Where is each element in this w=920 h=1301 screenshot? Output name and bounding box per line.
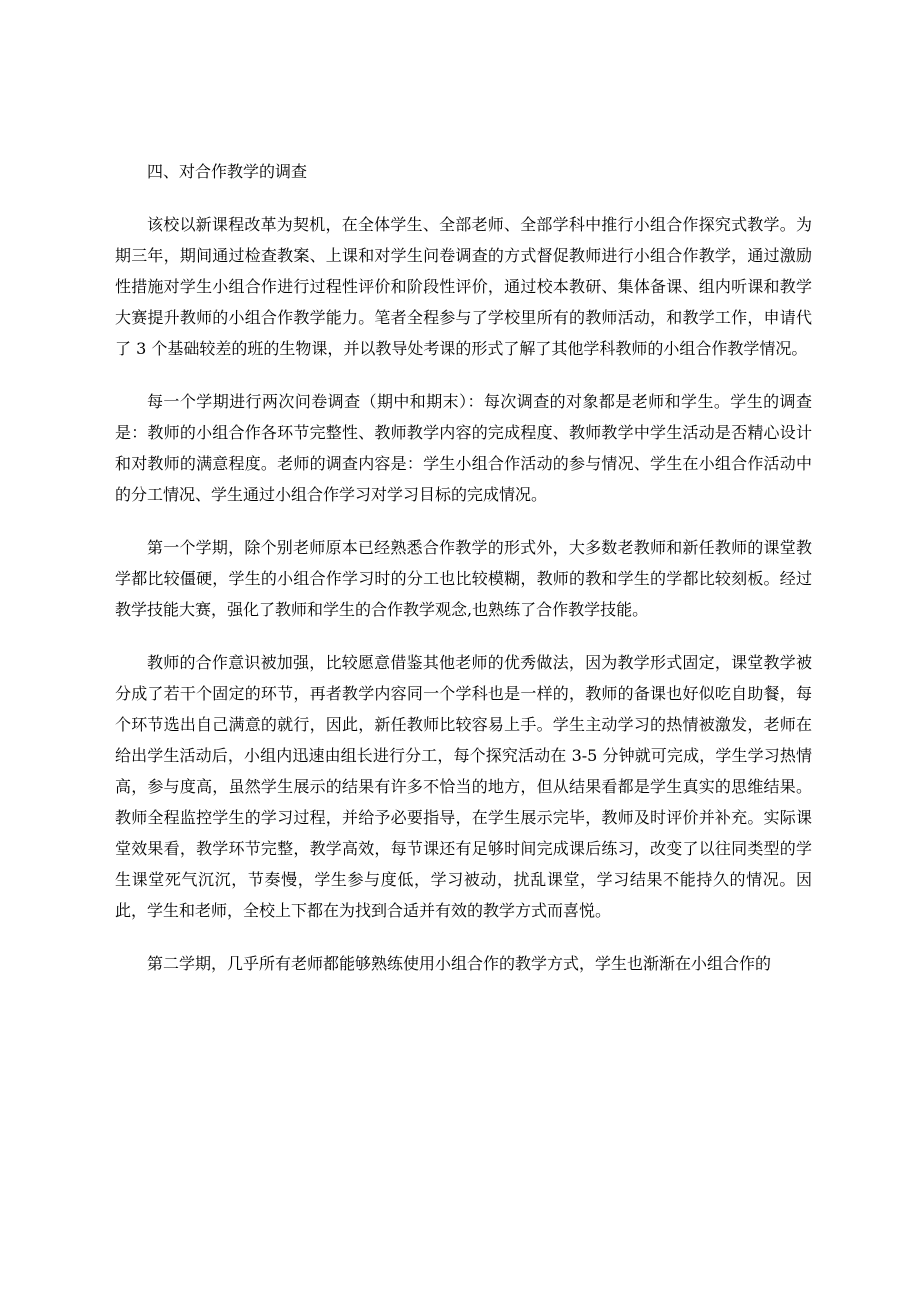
paragraph-survey: 每一个学期进行两次问卷调查（期中和期末）：每次调查的对象都是老师和学生。学生的调查是：教师的小组合作各环节完整性、教师教学内容的完成程度、教师教学中学生活动是否精心设计和对教师的满意程度。老师的调查内容是：学生小组合作活动的参与情况、学生在小组合作活动中的分工情况、学生通过小组合作学习对学习目标的完成情况。 — [115, 392, 812, 504]
paragraph-second-semester: 第二学期，几乎所有老师都能够熟练使用小组合作的教学方式，学生也渐渐在小组合作的 — [147, 954, 772, 973]
paragraph-first-semester: 第一个学期，除个别老师原本已经熟悉合作教学的形式外，大多数老教师和新任教师的课堂教学都比较僵硬，学生的小组合作学习时的分工也比较模糊，教师的教和学生的学都比较刻板。经过教学技能大赛，强化了教师和学生的合作教学观念,也熟练了合作教学技能。 — [115, 538, 812, 619]
document-body — [115, 156, 812, 1001]
section-heading: 四、对合作教学的调查 — [147, 162, 308, 181]
paragraph-intro: 该校以新课程改革为契机，在全体学生、全部老师、全部学科中推行小组合作探究式教学。为期三年，期间通过检查教案、上课和对学生问卷调查的方式督促教师进行小组合作教学，通过激励性措施对学生小组合作进行过程性评价和阶段性评价，通过校本教研、集体备课、组内听课和教学大赛提升教师的小组合作教学能力。笔者全程参与了学校里所有的教师活动，和教学工作，申请代了 3 个基础较差的班的生物课，并以教导处考课的形式了解了其他学科教师的小组合作教学情况。 — [115, 215, 812, 358]
paragraph-cooperation-awareness: 教师的合作意识被加强，比较愿意借鉴其他老师的优秀做法，因为教学形式固定，课堂教学被分成了若干个固定的环节，再者教学内容同一个学科也是一样的，教师的备课也好似吃自助餐，每个环节选出自己满意的就行，因此，新任教师比较容易上手。学生主动学习的热情被激发，老师在给出学生活动后，小组内迅速由组长进行分工，每个探究活动在 3-5 分钟就可完成，学生学习热情高，参与度高，虽然学生展示的结果有许多不恰当的地方，但从结果看都是学生真实的思维结果。教师全程监控学生的学习过程，并给予必要指导，在学生展示完毕，教师及时评价并补充。实际课堂效果看，教学环节完整，教学高效，每节课还有足够时间完成课后练习，改变了以往同类型的学生课堂死气沉沉，节奏慢，学生参与度低，学习被动，扰乱课堂，学习结果不能持久的情况。因此，学生和老师，全校上下都在为找到合适并有效的教学方式而喜悦。 — [115, 653, 812, 920]
